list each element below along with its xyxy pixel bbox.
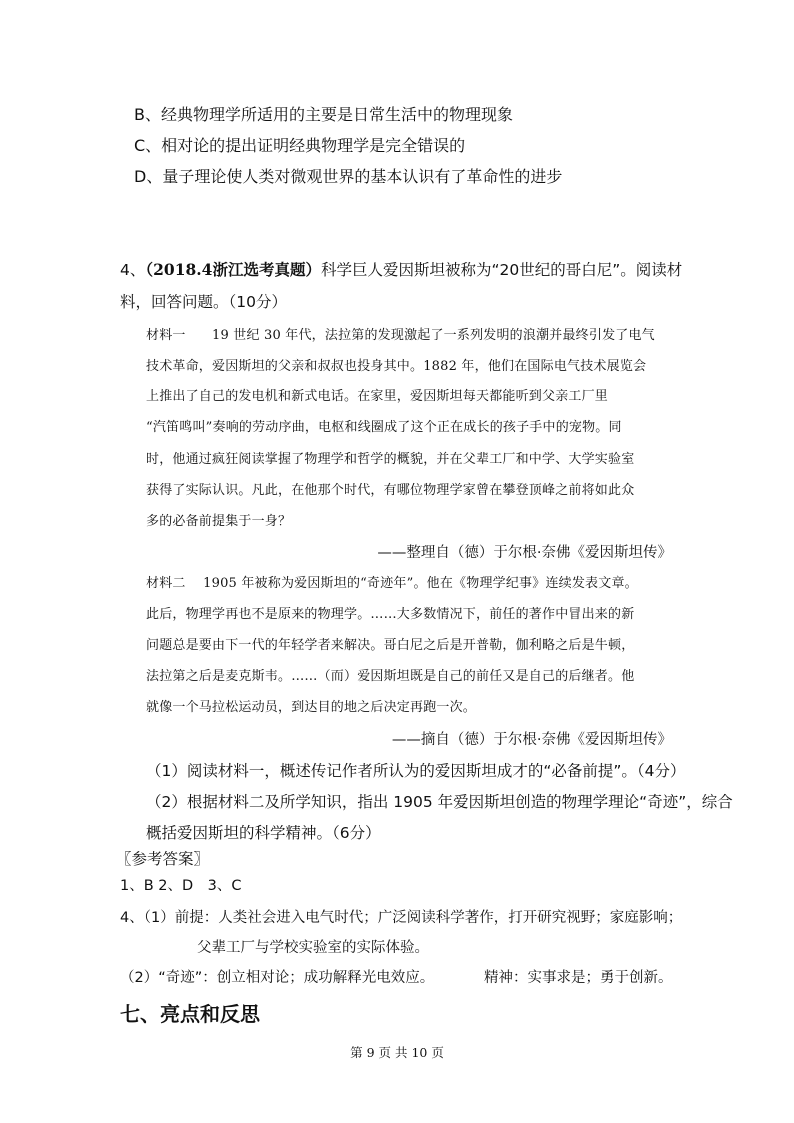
page-footer: 第 9 页 共 10 页 (350, 1045, 444, 1060)
subquestion-2-line2: 概括爱因斯坦的科学精神。（6分） (146, 824, 381, 842)
question-4-stem-line1 (120, 258, 682, 280)
answer-4-line2: 父辈工厂与学校实验室的实际体验。 (197, 940, 429, 956)
section-title: 七、亮点和反思 (120, 1002, 260, 1026)
material1-line: 时，他通过疯狂阅读掌握了物理学和哲学的概貌，并在父辈工厂和中学、大学实验室 (146, 452, 635, 467)
question-4-stem-line2: 料，回答问题。（10分） (120, 293, 287, 311)
question-4-number: 4、 (120, 261, 146, 279)
option-c: C、相对论的提出证明经典物理学是完全错误的 (134, 136, 466, 155)
answer-4-line3-right: 精神：实事求是；勇于创新。 (484, 970, 673, 986)
material1-line: 材料一 19 世纪 30 年代，法拉第的发现激起了一系列发明的浪潮并最终引发了电气 (146, 328, 655, 343)
option-d: D、量子理论使人类对微观世界的基本认识有了革命性的进步 (134, 167, 563, 186)
material1-line: 上推出了自己的发电机和新式电话。在家里，爱因斯坦每天都能听到父亲工厂里 (146, 389, 609, 404)
option-b: B、经典物理学所适用的主要是日常生活中的物理现象 (134, 105, 513, 124)
answer-4-line3-left: （2）“奇迹”：创立相对论；成功解释光电效应。 (120, 970, 435, 986)
material2-line: 就像一个马拉松运动员，到达目的地之后决定再跑一次。 (146, 700, 477, 715)
question-4-stem: 科学巨人爱因斯坦被称为“20世纪的哥白尼”。阅读材 (320, 261, 683, 279)
material2-line: 材料二 1905 年被称为爱因斯坦的“奇迹年”。他在《物理学纪事》连续发表文章。 (146, 576, 638, 591)
material2-line: 此后，物理学再也不是原来的物理学。……大多数情况下，前任的著作中冒出来的新 (146, 607, 635, 622)
material2-source: ——摘自（德）于尔根·奈佛《爱因斯坦传》 (391, 732, 672, 748)
material1-source: ——整理自（德）于尔根·奈佛《爱因斯坦传》 (377, 545, 672, 561)
material2-line: 问题总是要由下一代的年轻学者来解决。哥白尼之后是开普勒，伽利略之后是牛顿， (146, 638, 635, 653)
material2-line: 法拉第之后是麦克斯韦。……（而）爱因斯坦既是自己的前任又是自己的后继者。他 (146, 669, 635, 684)
answers-heading: 〖参考答案〗 (116, 850, 210, 868)
question-4-tag: （2018.4浙江选考真题） (145, 260, 321, 279)
answer-4-line1: 4、（1）前提：人类社会进入电气时代；广泛阅读科学著作，打开研究视野；家庭影响； (120, 910, 683, 926)
material1-line: 多的必备前提集于一身？ (146, 514, 292, 529)
material1-line: 获得了实际认识。凡此，在他那个时代，有哪位物理学家曾在攀登顶峰之前将如此众 (146, 483, 635, 498)
material1-line: 技术革命，爱因斯坦的父亲和叔叔也投身其中。1882 年，他们在国际电气技术展览会 (146, 359, 647, 374)
subquestion-2-line1: （2）根据材料二及所学知识，指出 1905 年爱因斯坦创造的物理学理论“奇迹”，综合 (146, 793, 733, 811)
material1-line: “汽笛鸣叫”奏响的劳动序曲，电枢和线圈成了这个正在成长的孩子手中的宠物。同 (146, 420, 622, 435)
subquestion-1: （1）阅读材料一，概述传记作者所认为的爱因斯坦成才的“必备前提”。（4分） (146, 762, 686, 780)
answers-multiple-choice: 1、B 2、D 3、C (120, 878, 242, 894)
